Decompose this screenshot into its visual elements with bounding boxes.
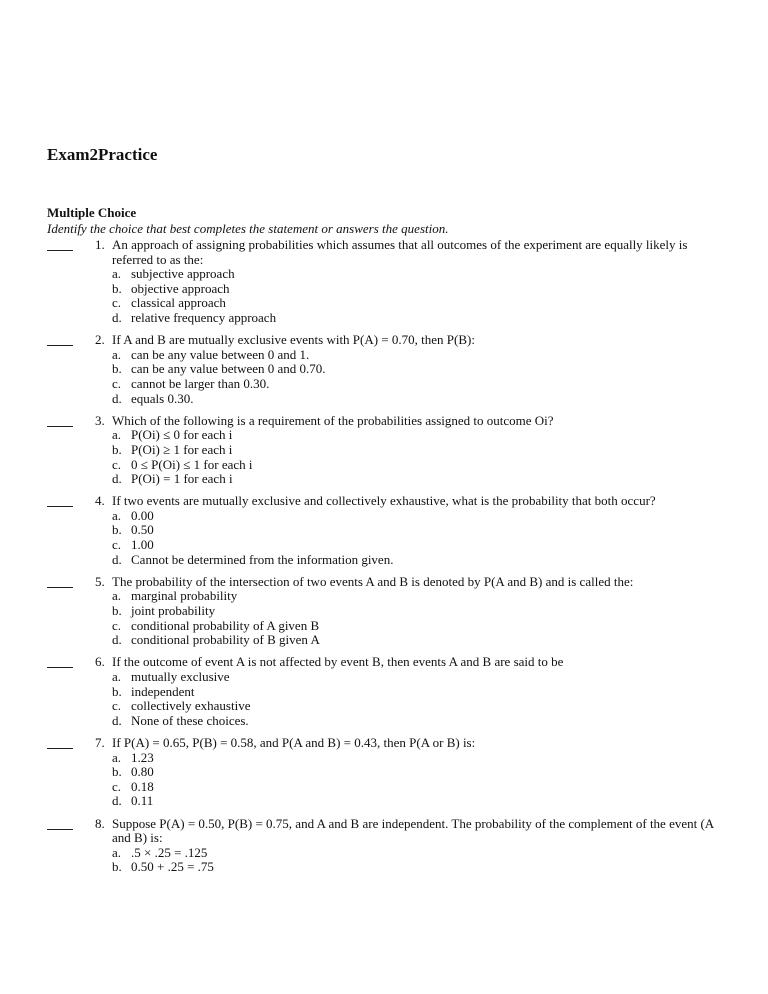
answer-choice <box>112 751 727 766</box>
choice-letter: b. <box>112 859 122 875</box>
choice-text: P(Oi) ≤ 0 for each i <box>131 427 233 443</box>
question-item <box>47 238 727 326</box>
answer-choice <box>112 458 727 473</box>
choice-letter: c. <box>112 375 122 391</box>
answer-choice <box>112 311 727 326</box>
answer-choice <box>112 267 727 282</box>
choice-text: collectively exhaustive <box>131 698 251 714</box>
answer-choice <box>112 714 727 729</box>
choice-letter: d. <box>112 712 122 728</box>
choice-letter: a. <box>112 749 122 765</box>
answer-blank[interactable] <box>47 829 73 830</box>
question-item <box>47 575 727 648</box>
question-stem: If the outcome of event A is not affected by event B, then events A and B are said to be <box>112 654 564 670</box>
question-number: 6. <box>95 654 105 670</box>
question-item <box>47 333 727 406</box>
question-stem: An approach of assigning probabilities which assumes that all outcomes of the experiment are equally likely is referred to as the: <box>112 237 688 267</box>
choice-text: marginal probability <box>131 588 238 604</box>
choice-text: independent <box>131 683 195 699</box>
choice-text: P(Oi) = 1 for each i <box>131 471 233 487</box>
choice-letter: b. <box>112 441 122 457</box>
choice-text: P(Oi) ≥ 1 for each i <box>131 441 233 457</box>
choice-letter: b. <box>112 361 122 377</box>
answer-blank[interactable] <box>47 587 73 588</box>
answer-choice <box>112 509 727 524</box>
choice-text: subjective approach <box>131 266 235 282</box>
choice-text: 0 ≤ P(Oi) ≤ 1 for each i <box>131 456 253 472</box>
answer-choice <box>112 604 727 619</box>
question-stem: Suppose P(A) = 0.50, P(B) = 0.75, and A and B are independent. The probability of the complement of the event (A and B) is: <box>112 815 714 846</box>
choice-letter: d. <box>112 309 122 325</box>
choice-text: 0.18 <box>131 778 154 794</box>
question-list <box>47 238 727 883</box>
choice-letter: a. <box>112 427 122 443</box>
document-title: Exam2Practice <box>47 145 158 164</box>
question-item <box>47 817 727 875</box>
answer-choice <box>112 538 727 553</box>
choice-text: cannot be larger than 0.30. <box>131 375 270 391</box>
answer-choice <box>112 685 727 700</box>
choice-text: can be any value between 0 and 1. <box>131 346 310 362</box>
choice-text: conditional probability of B given A <box>131 632 320 648</box>
choice-letter: b. <box>112 522 122 538</box>
choice-text: 0.11 <box>131 793 154 809</box>
section-heading: Multiple Choice <box>47 205 137 220</box>
answer-choice <box>112 553 727 568</box>
choice-letter: c. <box>112 295 122 311</box>
answer-blank[interactable] <box>47 345 73 346</box>
question-number: 7. <box>95 734 105 750</box>
answer-choice <box>112 296 727 311</box>
answer-choice <box>112 619 727 634</box>
choice-text: 0.80 <box>131 764 154 780</box>
choice-text: equals 0.30. <box>131 390 194 406</box>
answer-blank[interactable] <box>47 667 73 668</box>
choice-text: None of these choices. <box>131 712 249 728</box>
choice-letter: d. <box>112 471 122 487</box>
choice-letter: d. <box>112 793 122 809</box>
choice-letter: a. <box>112 588 122 604</box>
choice-text: classical approach <box>131 295 226 311</box>
question-item <box>47 736 727 809</box>
choice-letter: b. <box>112 603 122 619</box>
question-stem: If P(A) = 0.65, P(B) = 0.58, and P(A and B) = 0.43, then P(A or B) is: <box>112 734 476 750</box>
choice-letter: a. <box>112 346 122 362</box>
choice-letter: d. <box>112 632 122 648</box>
answer-choice <box>112 860 727 875</box>
question-number: 2. <box>95 332 105 348</box>
answer-choice <box>112 699 727 714</box>
choice-letter: d. <box>112 390 122 406</box>
choice-letter: b. <box>112 683 122 699</box>
answer-blank[interactable] <box>47 426 73 427</box>
answer-choice <box>112 377 727 392</box>
choice-letter: c. <box>112 698 122 714</box>
answer-choice <box>112 282 727 297</box>
choice-text: .5 × .25 = .125 <box>131 844 208 860</box>
choice-text: 1.23 <box>131 749 154 765</box>
choice-text: 1.00 <box>131 537 154 553</box>
question-stem: If A and B are mutually exclusive events with P(A) = 0.70, then P(B): <box>112 332 475 348</box>
choice-text: relative frequency approach <box>131 309 277 325</box>
choice-letter: c. <box>112 778 122 794</box>
answer-blank[interactable] <box>47 748 73 749</box>
question-stem: Which of the following is a requirement of the probabilities assigned to outcome Oi? <box>112 412 554 428</box>
answer-blank[interactable] <box>47 250 73 251</box>
choice-letter: b. <box>112 764 122 780</box>
answer-choice <box>112 633 727 648</box>
choice-text: Cannot be determined from the information given. <box>131 551 394 567</box>
choice-letter: c. <box>112 617 122 633</box>
question-number: 1. <box>95 237 105 252</box>
question-item <box>47 494 727 567</box>
choice-text: 0.50 <box>131 522 154 538</box>
choice-text: joint probability <box>131 603 216 619</box>
question-number: 4. <box>95 493 105 509</box>
answer-choice <box>112 670 727 685</box>
choice-text: objective approach <box>131 280 230 296</box>
choice-letter: b. <box>112 280 122 296</box>
answer-choice <box>112 765 727 780</box>
choice-text: 0.00 <box>131 507 154 523</box>
answer-choice <box>112 428 727 443</box>
answer-choice <box>112 794 727 809</box>
answer-choice <box>112 589 727 604</box>
choice-letter: d. <box>112 551 122 567</box>
choice-letter: c. <box>112 537 122 553</box>
answer-choice <box>112 348 727 363</box>
choice-letter: a. <box>112 507 122 523</box>
question-stem: If two events are mutually exclusive and collectively exhaustive, what is the probability that both occur? <box>112 493 656 509</box>
answer-blank[interactable] <box>47 506 73 507</box>
question-number: 8. <box>95 815 105 831</box>
choice-text: 0.50 + .25 = .75 <box>131 859 214 875</box>
choice-text: conditional probability of A given B <box>131 617 320 633</box>
answer-choice <box>112 443 727 458</box>
question-number: 3. <box>95 412 105 428</box>
answer-choice <box>112 392 727 407</box>
instructions: Identify the choice that best completes the statement or answers the question. <box>47 221 449 236</box>
choice-letter: a. <box>112 266 122 282</box>
answer-choice <box>112 780 727 795</box>
question-stem: The probability of the intersection of two events A and B is denoted by P(A and B) and is called the: <box>112 573 634 589</box>
answer-choice <box>112 523 727 538</box>
answer-choice <box>112 846 727 861</box>
question-item <box>47 655 727 728</box>
question-number: 5. <box>95 573 105 589</box>
question-item <box>47 414 727 487</box>
choice-letter: a. <box>112 669 122 684</box>
choice-letter: c. <box>112 456 122 472</box>
answer-choice <box>112 362 727 377</box>
choice-letter: a. <box>112 844 122 860</box>
answer-choice <box>112 472 727 487</box>
choice-text: mutually exclusive <box>131 669 230 684</box>
choice-text: can be any value between 0 and 0.70. <box>131 361 326 377</box>
